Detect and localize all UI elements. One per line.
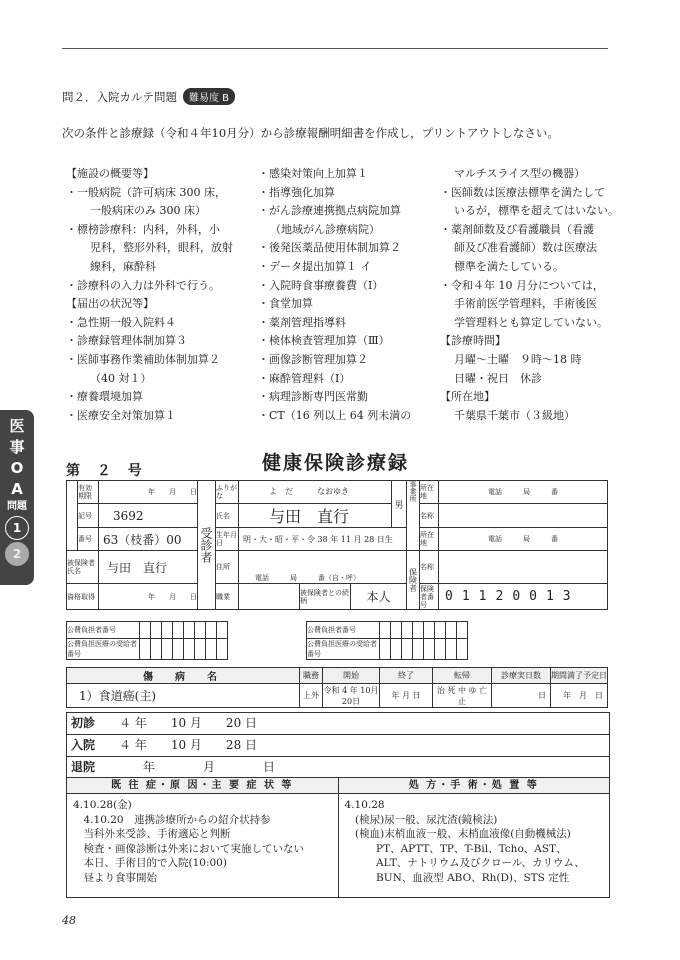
public-payer-label: 公費負担者番号: [67, 622, 140, 639]
cond-line: ・がん診療連携拠点病院加算: [258, 204, 401, 218]
cond-line: 師及び准看護師）数は医療法: [454, 241, 597, 255]
cond-line: ・薬剤師数及び看護職員（看護: [440, 222, 594, 236]
side-tab-char: A: [11, 480, 23, 498]
dis-header: 開始: [323, 668, 380, 684]
cond-line: ・画像診断管理加算２: [258, 352, 368, 366]
qualification-date: 年 月 日: [99, 584, 198, 610]
history-line: 検査・画像診断は外来において実施していない: [73, 842, 304, 855]
sex-male: 男: [392, 481, 407, 528]
history-line: 昼より食事開始: [73, 871, 157, 884]
top-rule: [62, 48, 608, 49]
insurer-phone: 電話 局 番: [439, 528, 608, 551]
address-label: 住所: [216, 551, 239, 584]
birth-label: 生年月日: [216, 528, 239, 551]
patient-info-table: [66, 480, 608, 610]
disease-work: 上外: [300, 684, 323, 708]
digit-box: [140, 622, 151, 639]
record-title: 健康保険診療録: [262, 452, 410, 474]
cond-line: ・医師数は医療法標準を満たして: [440, 185, 605, 199]
disease-expiry: 年 月 日: [551, 684, 608, 708]
admission-date: ４ 年 10 月 28 日: [119, 738, 258, 752]
treatment-line: ALT、ナトリウム及びクロール、カリウム、: [344, 857, 585, 870]
first-visit-label: 初診: [71, 716, 96, 730]
public-payer-label-2: 公費負担者番号: [307, 622, 380, 639]
dis-header: 転帰: [433, 668, 492, 684]
name3-label: 名称: [420, 551, 439, 584]
first-visit-date: ４ 年 10 月 20 日: [119, 716, 258, 730]
cond-line: ・感染対策向上加算１: [258, 167, 368, 180]
cond-line: 【診療時間】: [440, 334, 506, 348]
cond-line: 学管理料とも算定していない。: [454, 315, 608, 329]
treatment-line: 4.10.28: [344, 799, 385, 811]
dis-header: 職務: [300, 668, 323, 684]
location-label: 所在地: [420, 481, 439, 504]
digit-box: [173, 639, 184, 660]
disease-start: 令和 4 年 10月20日: [323, 685, 379, 706]
digit-box: [457, 622, 468, 639]
treatment-line: BUN、血液型 ABO、Rh(D)、STS 定性: [344, 871, 570, 884]
chapter-side-tab: [0, 410, 34, 585]
cond-line: 線科，麻酔科: [90, 259, 156, 273]
cond-line: ・病理診断専門医常勤: [258, 390, 368, 404]
digit-box: [206, 639, 217, 660]
digit-box: [151, 639, 162, 660]
side-tab-char: 問題: [7, 501, 27, 512]
holder-name: 与田 直行: [99, 551, 198, 584]
digit-box: [162, 639, 173, 660]
disease-days: 日: [492, 684, 551, 708]
digit-box: [435, 639, 446, 660]
first-visit-row: [67, 713, 609, 735]
instruction-text: 次の条件と診療録（令和４年10月分）から診療報酬明細書を作成し，プリントアウトしなさい。: [62, 126, 559, 140]
history-line: 本日、手術目的で入院(10:00): [73, 857, 227, 870]
patient-name: 与田 直行: [239, 503, 392, 528]
question-1-marker: 1: [5, 516, 29, 540]
cond-line: ・令和４年 10 月分については，: [440, 278, 604, 292]
digit-box: [184, 622, 195, 639]
cond-line: ・医師事務作業補助体制加算２: [66, 352, 220, 366]
public-expense-left: [66, 621, 228, 660]
history-line: 4.10.20 連携診療所からの紹介状持参: [73, 813, 271, 826]
cond-line: ・診療科の入力は外科で行う。: [66, 278, 220, 292]
insurer-side-label: 保険者: [407, 551, 420, 610]
digit-box: [173, 622, 184, 639]
digit-box: [457, 639, 468, 660]
cond-line: ・データ提出加算１ イ: [258, 259, 372, 273]
relation-value: 本人: [351, 584, 407, 610]
digit-box: [446, 622, 457, 639]
digit-box: [151, 622, 162, 639]
insurer-digit: 0: [529, 589, 546, 605]
digit-box: [402, 622, 413, 639]
admission-row: [67, 735, 609, 757]
cond-line: ・薬剤管理指導料: [258, 315, 346, 329]
name-label: 氏名: [216, 503, 239, 528]
cond-line: 標準を満たしている。: [454, 259, 564, 273]
digit-box: [217, 639, 228, 660]
disease-name: 1）食道癌(主): [67, 684, 300, 708]
insurer-digit: 1: [545, 589, 563, 605]
cond-line: ・検体検査管理加算（Ⅲ）: [258, 334, 390, 348]
employer-label: 事業所: [407, 481, 420, 551]
cond-line: 児科，整形外科，眼科，放射: [90, 241, 233, 255]
digit-box: [217, 622, 228, 639]
disease-end: 年 月 日: [380, 684, 433, 708]
clinical-header: [67, 777, 609, 794]
disease-table: [66, 667, 608, 708]
insurer-number-label: 保険者番号: [420, 584, 439, 610]
side-tab-char: 事: [9, 438, 25, 456]
clinical-record: [66, 777, 610, 898]
label-cell: [67, 481, 78, 551]
dis-header: 傷 病 名: [67, 668, 300, 684]
cond-line: 月曜～土曜 ９時～18 時: [454, 352, 582, 366]
insurer-digit: 2: [495, 589, 513, 605]
cond-line: 一般病床のみ 300 床）: [90, 204, 206, 218]
kigo-label: 記号: [78, 503, 99, 528]
digit-box: [195, 622, 206, 639]
cond-line: いるが，標準を超えてはいない。: [454, 204, 619, 218]
insurer-digit: 0: [445, 589, 462, 605]
furigana-value: よ だ なおゆき: [239, 481, 392, 504]
digit-box: [195, 639, 206, 660]
location-label-2: 所在地: [420, 528, 439, 551]
cond-line: （地域がん診療病院）: [270, 222, 380, 236]
valid-label: 有効期限: [78, 481, 99, 504]
furigana-label: ふりがな: [216, 481, 239, 504]
digit-box: [162, 622, 173, 639]
cond-line: ・一般病院（許可病床 300 床，: [66, 185, 226, 199]
admission-label: 入院: [71, 738, 96, 752]
cond-line: （40 対１）: [90, 371, 152, 385]
kigo-value: 3692: [99, 503, 198, 528]
difficulty-badge: 難易度 B: [183, 88, 235, 105]
bango-label: 番号: [78, 528, 99, 551]
cond-line: ・診療録管理体制加算３: [66, 334, 187, 348]
job-label: 職業: [216, 584, 239, 610]
digit-box: [391, 622, 402, 639]
question-title-text: 問２．入院カルテ問題: [62, 90, 177, 104]
disease-outcome: 治 死 中 ゆ 亡 止: [433, 684, 492, 708]
treatment-line: (検尿)尿一般、尿沈渣(鏡検法): [344, 813, 498, 826]
digit-box: [380, 639, 391, 660]
digit-box: [206, 622, 217, 639]
treatment-column: [339, 794, 610, 898]
discharge-row: [67, 757, 609, 778]
digit-box: [391, 639, 402, 660]
digit-box: [446, 639, 457, 660]
insurer-number: [439, 584, 608, 610]
cond-line: 【届出の状況等】: [66, 297, 154, 311]
digit-box: [413, 622, 424, 639]
digit-box: [424, 622, 435, 639]
treatment-header: 処 方・手 術・処 置 等: [408, 780, 539, 791]
public-expense-right: [306, 621, 468, 660]
jushinsha-label: 受診者: [198, 481, 216, 610]
history-line: 4.10.28(金): [73, 799, 132, 811]
cond-line: ・CT（16 列以上 64 列未満の: [258, 408, 412, 422]
treatment-line: PT、APTT、TP、T-Bil、Tcho、AST、: [344, 842, 567, 855]
digit-box: [413, 639, 424, 660]
relation-label: 被保険者との続柄: [300, 584, 351, 610]
digit-box: [184, 639, 195, 660]
side-tab-char: O: [10, 459, 24, 477]
cond-line: ・標榜診療科：内科，外科，小: [66, 222, 220, 236]
dis-header: 終了: [380, 668, 433, 684]
bango-value: 63（枝番）00: [99, 528, 198, 551]
cond-line: 手術前医学管理料，手術後医: [454, 297, 597, 311]
holder-label: 被保険者氏名: [67, 551, 99, 584]
cond-line: ・急性期一般入院料４: [66, 315, 176, 329]
cond-line: 千葉県千葉市（３級地）: [454, 408, 575, 422]
cond-line: ・麻酔管理料（Ⅰ）: [258, 371, 351, 385]
treatment-line: (検血)末梢血液一般、末梢血液像(自動機械法): [344, 828, 571, 841]
job-value: [239, 584, 300, 610]
discharge-date: 年 月 日: [143, 760, 276, 774]
cond-line: ・後発医薬品使用体制加算２: [258, 241, 401, 255]
conditions-col1: [66, 165, 233, 425]
digit-box: [380, 622, 391, 639]
name2-label: 名称: [420, 503, 439, 528]
history-line: 当科外来受診、手術適応と判断: [73, 828, 231, 841]
digit-box: [435, 622, 446, 639]
address-phone: 電話 局 番（自・呼）: [239, 551, 407, 584]
insurer-name: [439, 551, 608, 584]
cond-line: ・医療安全対策加算１: [66, 408, 176, 422]
digit-box: [402, 639, 413, 660]
insurer-digit: 0: [512, 589, 530, 605]
birth-value: 明・大・昭・平・令 38 年 11 月 28 日生: [239, 528, 407, 551]
conditions-col2: [258, 165, 411, 425]
conditions-col3: [440, 165, 619, 425]
insurer-digit: 1: [478, 589, 496, 605]
public-recipient-label: 公費負担医療の受給者番号: [67, 639, 140, 660]
employer-name: [439, 503, 608, 528]
visit-dates: [66, 712, 610, 778]
question-2-marker: 2: [5, 542, 29, 566]
insurer-digit: 3: [562, 589, 580, 605]
cond-line: 日曜・祝日 休診: [454, 371, 542, 385]
cond-line: ・食堂加算: [258, 297, 313, 311]
digit-box: [424, 639, 435, 660]
page-number: 48: [62, 914, 76, 927]
qualification-label: 資格取得: [67, 584, 99, 610]
public-recipient-label-2: 公費負担医療の受給者番号: [307, 639, 380, 660]
cond-line: ・指導強化加算: [258, 185, 335, 199]
dis-header: 期間満了予定日: [551, 668, 608, 684]
dis-header: 診療実日数: [492, 668, 551, 684]
side-tab-char: 医: [9, 417, 25, 435]
cond-line: ・入院時食事療養費（Ⅰ）: [258, 278, 384, 292]
history-header: 既 往 症・原 因・主 要 症 状 等: [67, 778, 339, 793]
cond-line: マルチスライス型の機器）: [454, 167, 586, 180]
question-title: [62, 88, 235, 105]
discharge-label: 退院: [71, 760, 96, 774]
cond-line: 【施設の概要等】: [66, 167, 154, 180]
record-number: 第 ２ 号: [66, 463, 148, 479]
valid-value: 年 月 日: [99, 481, 198, 504]
cond-line: ・療養環境加算: [66, 390, 143, 404]
insurer-digit: 1: [461, 589, 479, 605]
cond-line: 【所在地】: [440, 390, 495, 404]
digit-box: [140, 639, 151, 660]
history-column: [67, 794, 339, 898]
employer-phone: 電話 局 番: [439, 481, 608, 504]
